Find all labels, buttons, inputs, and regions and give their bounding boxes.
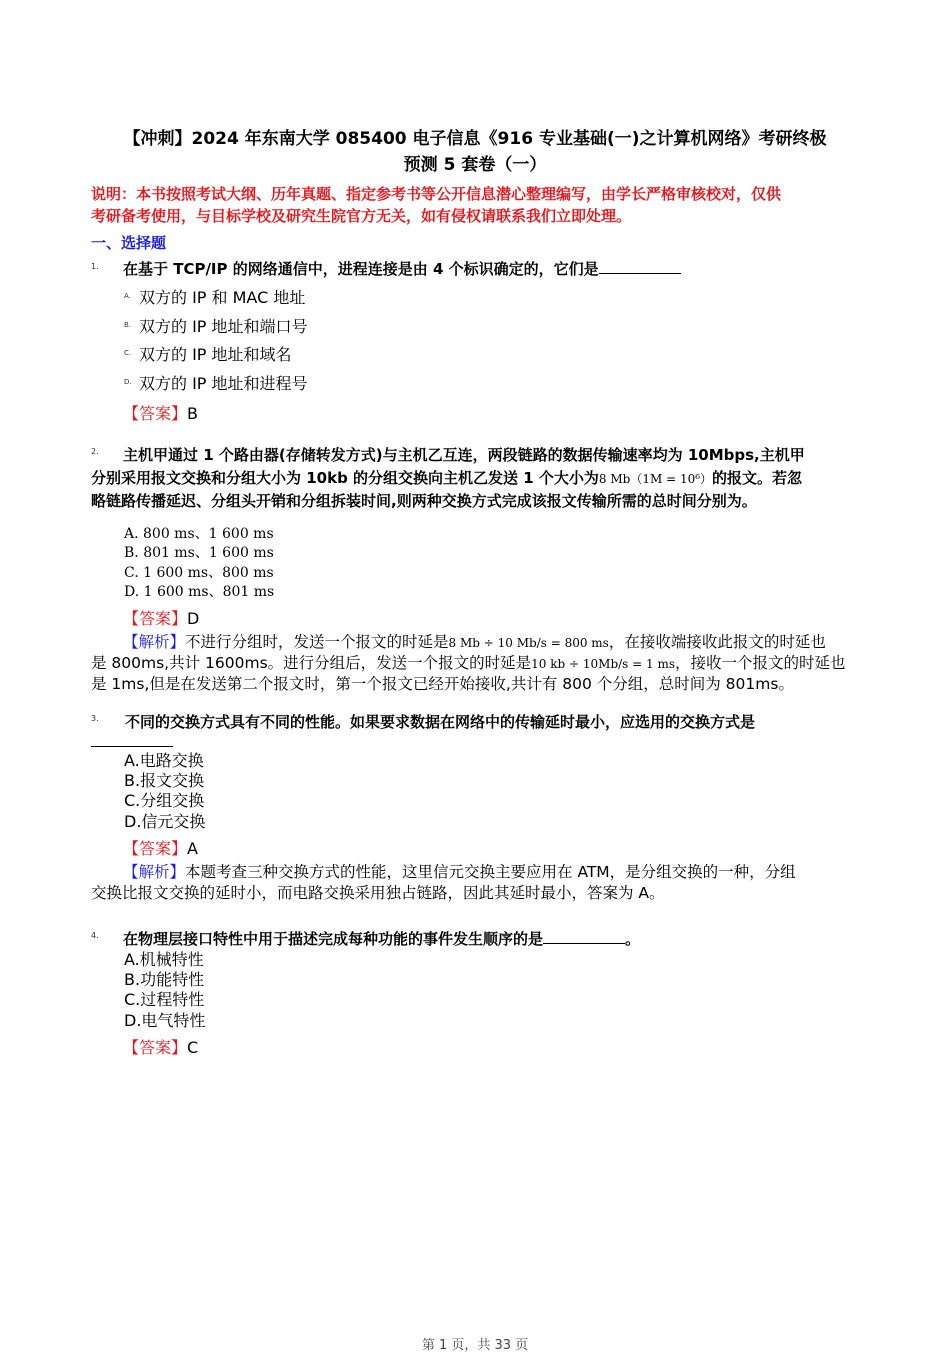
answer-label: 【答案】 xyxy=(123,839,188,858)
option-text: 双方的 IP 地址和端口号 xyxy=(139,317,308,336)
question-2-line-1: 主机甲通过 1 个路由器(存储转发方式)与主机乙互连，两段链路的数据传输速率均为 10Mbps,主机甲 xyxy=(123,446,805,464)
option-marker: D. xyxy=(124,378,132,386)
option-marker: A. xyxy=(124,292,131,300)
option-text: D.电气特性 xyxy=(124,1011,206,1030)
section-title: 一、选择题 xyxy=(91,234,167,252)
question-4-stem: 在物理层接口特性中用于描述完成每种功能的事件发生顺序的是 xyxy=(123,930,544,948)
option-text: 双方的 IP 地址和域名 xyxy=(139,345,292,364)
document-title xyxy=(80,126,870,178)
option-text: A. 800 ms、1 600 ms xyxy=(124,526,274,542)
answer-line xyxy=(123,1037,198,1059)
notice-line-2: 考研备考使用，与目标学校及研究生院官方无关，如有侵权请联系我们立即处理。 xyxy=(91,207,632,225)
page-footer: 第 1 页，共 33 页 xyxy=(421,1338,529,1353)
question-2-line-3: 略链路传播延迟、分组头开销和分组拆装时间,则两种交换方式完成该报文传输所需的总时间分别为。 xyxy=(91,492,757,510)
explanation-line-1 xyxy=(123,862,863,883)
answer-label: 【答案】 xyxy=(123,404,188,423)
option-text: C.过程特性 xyxy=(124,990,205,1009)
math-formula: 8 Mb ÷ 10 Mb/s = 800 ms xyxy=(448,636,609,650)
option-text: B.功能特性 xyxy=(124,970,205,989)
answer-value: C xyxy=(187,1038,199,1057)
question-1-text xyxy=(123,257,681,282)
answer-line xyxy=(123,608,199,630)
explanation-line-1 xyxy=(123,632,863,654)
option-text: 双方的 IP 和 MAC 地址 xyxy=(139,288,306,307)
question-number: 2. xyxy=(91,447,99,456)
notice-line-1: 说明：本书按照考试大纲、历年真题、指定参考书等公开信息潜心整理编写，由学长严格审核校对，仅供 xyxy=(91,185,782,203)
option-text: C. 1 600 ms、800 ms xyxy=(124,565,274,581)
option-text: 双方的 IP 地址和进程号 xyxy=(139,374,308,393)
answer-line xyxy=(123,838,198,860)
explanation-text: 是 800ms,共计 1600ms。进行分组后，发送一个报文的时延是 xyxy=(91,654,532,672)
question-number: 1. xyxy=(91,262,99,271)
question-2-text: 分别采用报文交换和分组大小为 10kb 的分组交换向主机乙发送 1 个大小为 xyxy=(91,469,599,487)
answer-value: B xyxy=(187,404,198,423)
answer-value: D xyxy=(187,609,200,628)
option-marker: B. xyxy=(124,321,132,329)
option-text: A.电路交换 xyxy=(124,751,204,770)
answer-blank xyxy=(599,259,681,274)
explanation-line-3: 是 1ms,但是在发送第二个报文时，第一个报文已经开始接收,共计有 800 个分组，总时间为 801ms。 xyxy=(91,675,794,693)
question-1-stem: 在基于 TCP/IP 的网络通信中，进程连接是由 4 个标识确定的，它们是 xyxy=(123,260,599,278)
explanation-line-2 xyxy=(91,653,861,675)
answer-label: 【答案】 xyxy=(123,609,188,628)
option-marker: C. xyxy=(124,349,132,357)
question-number: 4. xyxy=(91,931,99,940)
answer-blank xyxy=(91,746,173,747)
answer-blank xyxy=(543,929,625,944)
math-formula: 10 kb ÷ 10Mb/s = 1 ms xyxy=(531,657,676,671)
question-number: 3. xyxy=(91,714,99,723)
question-4-suffix: 。 xyxy=(625,930,641,948)
explanation-label: 【解析】 xyxy=(123,863,186,881)
question-4-text xyxy=(123,927,640,952)
option-text: D.信元交换 xyxy=(124,812,206,831)
answer-label: 【答案】 xyxy=(123,1038,188,1057)
question-2-text: 的报文。若忽 xyxy=(712,469,803,487)
notice xyxy=(91,183,861,227)
option-text: D. 1 600 ms、801 ms xyxy=(124,584,275,600)
question-3-text: 不同的交换方式具有不同的性能。如果要求数据在网络中的传输延时最小，应选用的交换方式是 xyxy=(125,713,756,731)
explanation-text: 本题考查三种交换方式的性能，这里信元交换主要应用在 ATM，是分组交换的一种，分组 xyxy=(185,863,796,881)
answer-value: A xyxy=(187,839,198,858)
option-text: B.报文交换 xyxy=(124,771,205,790)
math-formula: 8 Mb（1M = 10⁶） xyxy=(598,472,713,486)
answer-line xyxy=(123,403,198,425)
explanation-label: 【解析】 xyxy=(123,633,186,651)
explanation-line-2: 交换比报文交换的延时小，而电路交换采用独占链路，因此其延时最小，答案为 A。 xyxy=(91,884,665,902)
title-line-1: 【冲刺】2024 年东南大学 085400 电子信息《916 专业基础(一)之计算机网络》考研终极 xyxy=(123,129,827,149)
explanation-text: ，接收一个报文的时延也 xyxy=(675,654,846,672)
explanation-text: 不进行分组时，发送一个报文的时延是 xyxy=(185,633,449,651)
title-line-2: 预测 5 套卷（一） xyxy=(403,155,547,175)
option-text: A.机械特性 xyxy=(124,950,204,969)
option-text: B. 801 ms、1 600 ms xyxy=(124,545,274,561)
option-text: C.分组交换 xyxy=(124,791,205,810)
explanation-text: ，在接收端接收此报文的时延也 xyxy=(608,633,826,651)
